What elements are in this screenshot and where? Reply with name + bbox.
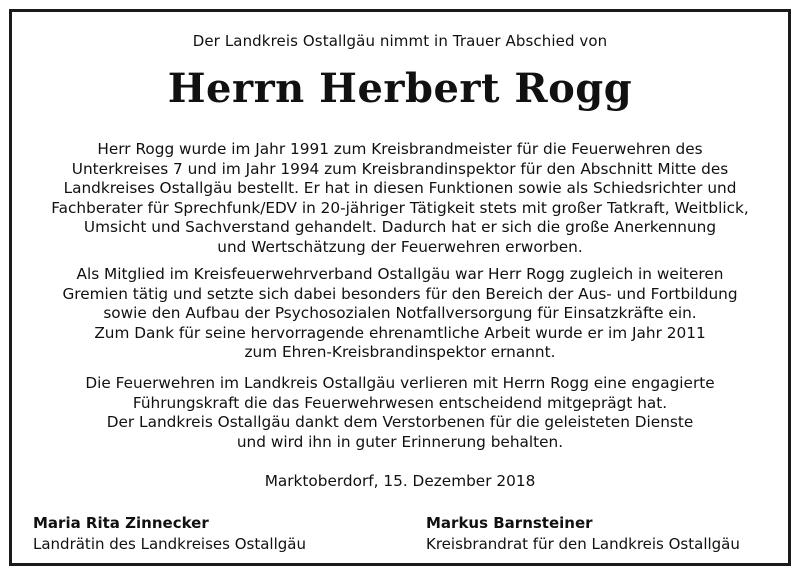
text-line: und wird ihn in guter Erinnerung behalten. — [236, 432, 564, 451]
text-line: Zum Dank für seine hervorragende ehrenamtliche Arbeit wurde er im Jahr 2011 — [94, 323, 706, 342]
text-line: Unterkreises 7 und im Jahr 1994 zum Kreisbrandinspektor für den Abschnitt Mitte des — [71, 159, 729, 178]
text-line: Umsicht und Sachverstand gehandelt. Dadurch hat er sich die große Anerkennung — [83, 218, 717, 237]
paragraph-career — [22, 140, 778, 258]
text-line: Führungskraft die das Feuerwehrwesen entscheidend mitgeprägt hat. — [132, 393, 668, 412]
obituary-notice — [9, 9, 791, 566]
signatory-title: Landrätin des Landkreises Ostallgäu — [33, 535, 306, 553]
text-line: zum Ehren-Kreisbrandinspektor ernannt. — [244, 343, 556, 362]
text-line: Die Feuerwehren im Landkreis Ostallgäu verlieren mit Herrn Rogg eine engagierte — [85, 374, 715, 392]
text-line: sowie den Aufbau der Psychosozialen Notfallversorgung für Einsatzkräfte ein. — [103, 304, 697, 323]
place-date: Marktoberdorf, 15. Dezember 2018 — [264, 472, 536, 490]
text-line: Als Mitglied im Kreisfeuerwehrverband Ostallgäu war Herr Rogg zugleich in weiteren — [76, 265, 724, 283]
text-line: Der Landkreis Ostallgäu dankt dem Verstorbenen für die geleisteten Dienste — [106, 413, 694, 432]
intro-line: Der Landkreis Ostallgäu nimmt in Trauer Abschied von — [192, 32, 608, 50]
signatory-right — [426, 513, 740, 555]
text-line: Gremien tätig und setzte sich dabei besonders für den Bereich der Aus- und Fortbildung — [62, 284, 738, 303]
signatory-name: Maria Rita Zinnecker — [33, 514, 209, 532]
signatory-title: Kreisbrandrat für den Landkreis Ostallgäu — [426, 535, 740, 553]
text-line: Landkreises Ostallgäu bestellt. Er hat in diesen Funktionen sowie als Schiedsrichter und — [63, 179, 737, 198]
text-line: Herr Rogg wurde im Jahr 1991 zum Kreisbrandmeister für die Feuerwehren des — [97, 140, 703, 158]
paragraph-farewell — [22, 374, 778, 452]
paragraph-membership — [22, 265, 778, 363]
signatory-name: Markus Barnsteiner — [426, 514, 593, 532]
text-line: und Wertschätzung der Feuerwehren erworben. — [217, 237, 583, 256]
deceased-name: Herrn Herbert Rogg — [167, 65, 633, 112]
signatory-left — [33, 513, 306, 555]
text-line: Fachberater für Sprechfunk/EDV in 20-jähriger Tätigkeit stets mit großer Tatkraft, Weitblick, — [51, 198, 749, 217]
